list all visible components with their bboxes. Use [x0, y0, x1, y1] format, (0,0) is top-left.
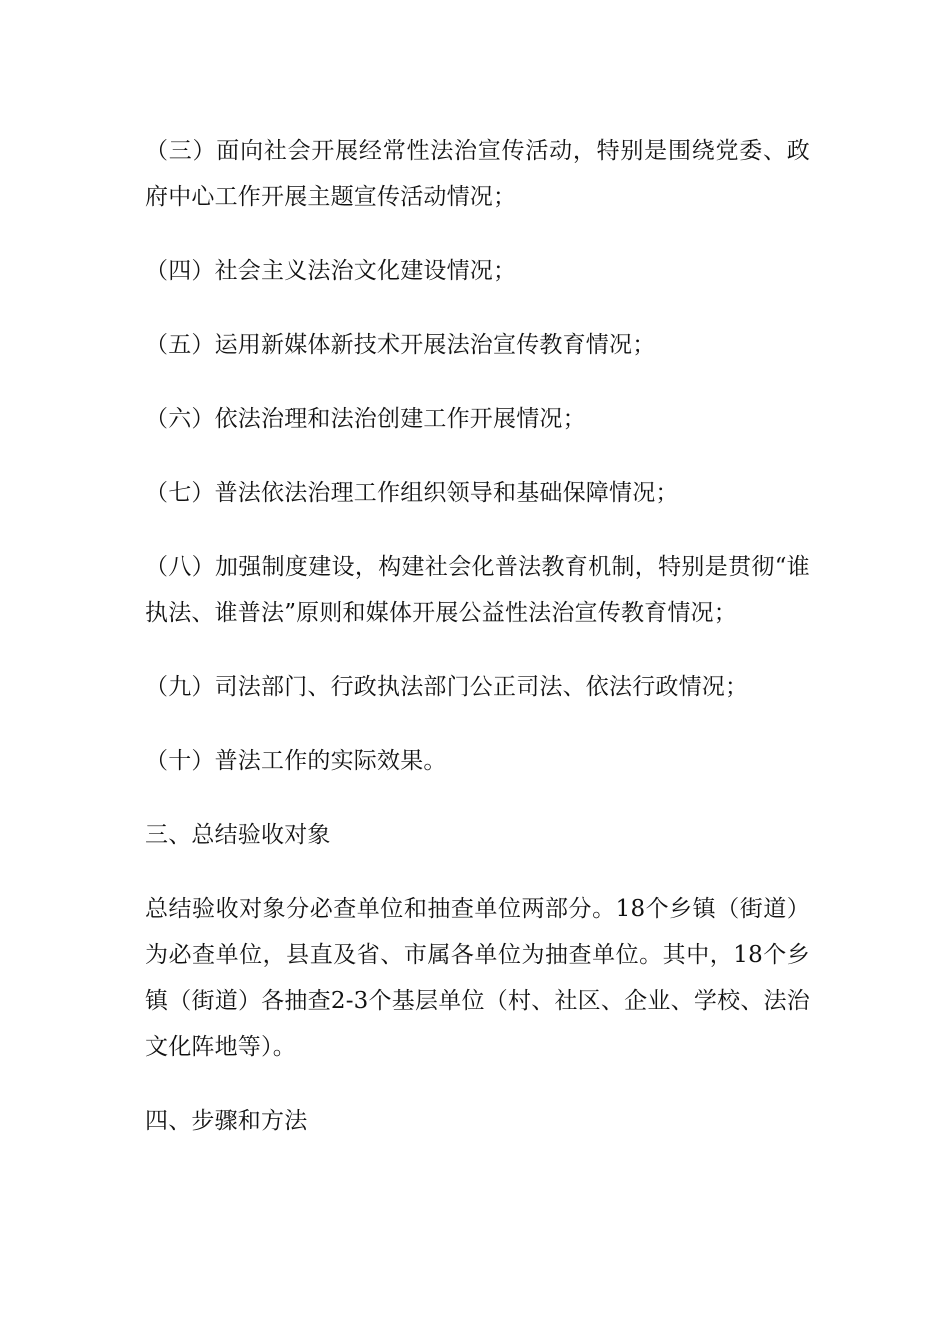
section-4-heading: 四、步骤和方法 — [145, 1108, 308, 1134]
section-3-heading: 三、总结验收对象 — [145, 822, 331, 848]
item-5-paragraph: （五）运用新媒体新技术开展法治宣传教育情况； — [145, 332, 656, 358]
item-6-paragraph: （六）依法治理和法治创建工作开展情况； — [145, 406, 586, 432]
document-body — [145, 128, 810, 1172]
item-4-paragraph: （四）社会主义法治文化建设情况； — [145, 258, 517, 284]
item-9-paragraph: （九）司法部门、行政执法部门公正司法、依法行政情况； — [145, 674, 749, 700]
item-8-paragraph: （八）加强制度建设，构建社会化普法教育机制，特别是贯彻“谁执法、谁普法”原则和媒体开展公益性法治宣传教育情况； — [145, 554, 810, 626]
item-7-paragraph: （七）普法依法治理工作组织领导和基础保障情况； — [145, 480, 679, 506]
section-3-body: 总结验收对象分必查单位和抽查单位两部分。18个乡镇（街道）为必查单位，县直及省、市属各单位为抽查单位。其中，18个乡镇（街道）各抽查2-3个基层单位（村、社区、企业、学校、法治文化阵地等）。 — [145, 896, 810, 1060]
item-10-paragraph: （十）普法工作的实际效果。 — [145, 748, 447, 774]
item-3-paragraph: （三）面向社会开展经常性法治宣传活动，特别是围绕党委、政府中心工作开展主题宣传活动情况； — [145, 138, 810, 210]
